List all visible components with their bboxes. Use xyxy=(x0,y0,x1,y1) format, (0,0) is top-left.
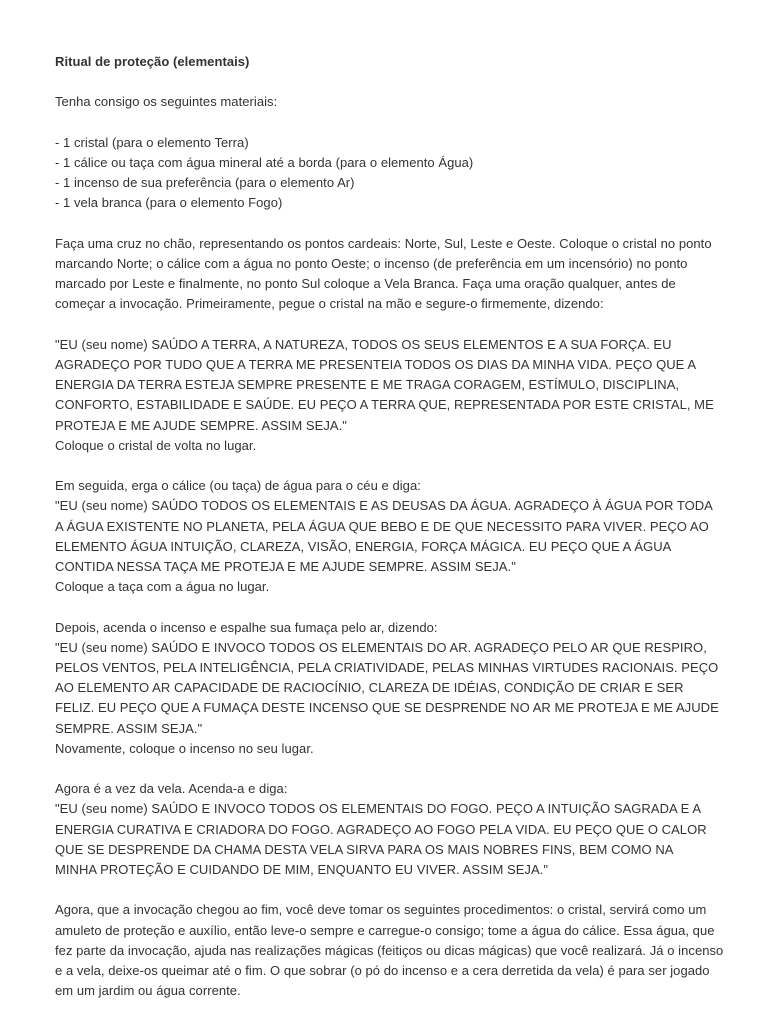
text-line: Coloque o cristal de volta no lugar. xyxy=(55,437,257,453)
text-line: PROTEJA E ME AJUDE SEMPRE. ASSIM SEJA." xyxy=(55,417,347,433)
text-line: AO ELEMENTO AR CAPACIDADE DE RACIOCÍNIO, CLAREZA DE IDÉIAS, CONDIÇÃO DE CRIAR E SER xyxy=(55,680,684,696)
document-title: Ritual de proteção (elementais) xyxy=(55,54,250,69)
spacer xyxy=(55,113,720,133)
setup-paragraph xyxy=(55,234,720,315)
materials-list xyxy=(55,133,720,214)
text-line: marcando Norte; o cálice com a água no ponto Oeste; o incenso (de preferência em um incensório) no ponto xyxy=(55,255,688,271)
list-item: - 1 incenso de sua preferência (para o elemento Ar) xyxy=(55,175,355,191)
closing-paragraph xyxy=(55,900,724,1001)
text-line: SEMPRE. ASSIM SEJA." xyxy=(55,720,203,736)
text-line: Agora, que a invocação chegou ao fim, você deve tomar os seguintes procedimentos: o cristal, servirá como um xyxy=(55,902,707,918)
text-line: "EU (seu nome) SAÚDO TODOS OS ELEMENTAIS E AS DEUSAS DA ÁGUA. AGRADEÇO À ÁGUA POR TODA xyxy=(55,498,713,514)
text-line: ENERGIA DA TERRA ESTEJA SEMPRE PRESENTE E ME TRAGA CORAGEM, ESTÍMULO, DISCIPLINA, xyxy=(55,377,680,393)
text-line: PELOS VENTOS, PELA INTELIGÊNCIA, PELA CRIATIVIDADE, PELAS MINHAS VIRTUDES RACIONAIS. PEÇO xyxy=(55,660,719,675)
text-line: AGRADEÇO POR TUDO QUE A TERRA ME PRESENTEIA TODOS OS DIAS DA MINHA VIDA. PEÇO QUE A xyxy=(55,356,697,372)
spacer xyxy=(55,597,720,617)
list-item: - 1 vela branca (para o elemento Fogo) xyxy=(55,195,283,211)
text-line: ENERGIA CURATIVA E CRIADORA DO FOGO. AGRADEÇO AO FOGO PELA VIDA. EU PEÇO QUE O CALOR xyxy=(55,821,707,837)
text-line: marcado por Leste e finalmente, no ponto Sul coloque a Vela Branca. Faça uma oração qualquer, antes de xyxy=(55,276,676,292)
text-line: A ÁGUA EXISTENTE NO PLANETA, PELA ÁGUA QUE BEBO E DE QUE NECESSITO PARA VIVER. PEÇO AO xyxy=(55,518,709,534)
text-line: Agora é a vez da vela. Acenda-a e diga: xyxy=(55,781,288,797)
text-line: MINHA PROTEÇÃO E CUIDANDO DE MIM, ENQUANTO EU VIVER. ASSIM SEJA." xyxy=(55,862,549,878)
text-line: "EU (seu nome) SAÚDO E INVOCO TODOS OS ELEMENTAIS DO AR. AGRADEÇO PELO AR QUE RESPIRO, xyxy=(55,639,707,655)
text-line: Coloque a taça com a água no lugar. xyxy=(55,579,270,595)
text-line: CONTIDA NESSA TAÇA ME PROTEJA E ME AJUDE SEMPRE. ASSIM SEJA." xyxy=(55,559,516,574)
text-line: ELEMENTO ÁGUA INTUIÇÃO, CLAREZA, VISÃO, ENERGIA, FORÇA MÁGICA. EU PEÇO QUE A ÁGUA xyxy=(55,538,672,554)
text-line: começar a invocação. Primeiramente, pegue o cristal na mão e segure-o firmemente, dizendo: xyxy=(55,296,604,312)
text-line: Em seguida, erga o cálice (ou taça) de água para o céu e diga: xyxy=(55,478,421,494)
text-line: Faça uma cruz no chão, representando os pontos cardeais: Norte, Sul, Leste e Oeste. Coloque o cristal no ponto xyxy=(55,235,712,251)
spacer xyxy=(55,880,720,900)
air-invocation xyxy=(55,618,720,759)
water-invocation xyxy=(55,476,720,597)
text-line: e a vela, deixe-os queimar até o fim. O que sobrar (o pó do incenso e a cera derretida da vela) é para ser jogado xyxy=(55,963,710,979)
text-line: Novamente, coloque o incenso no seu lugar. xyxy=(55,740,314,756)
text-line: "EU (seu nome) SAÚDO E INVOCO TODOS OS ELEMENTAIS DO FOGO. PEÇO A INTUIÇÃO SAGRADA E A xyxy=(55,801,702,817)
intro-paragraph: Tenha consigo os seguintes materiais: xyxy=(55,94,278,110)
spacer xyxy=(55,72,720,92)
document-body xyxy=(55,52,724,1001)
text-line: Depois, acenda o incenso e espalhe sua fumaça pelo ar, dizendo: xyxy=(55,619,438,635)
text-line: "EU (seu nome) SAÚDO A TERRA, A NATUREZA, TODOS OS SEUS ELEMENTOS E A SUA FORÇA. EU xyxy=(55,336,672,352)
text-line: em um jardim ou água corrente. xyxy=(55,983,241,999)
spacer xyxy=(55,456,720,476)
text-line: amuleto de proteção e auxílio, então leve-o sempre e carregue-o consigo; tome a água do cálice. Essa água, que xyxy=(55,922,715,938)
text-line: FELIZ. EU PEÇO QUE A FUMAÇA DESTE INCENSO QUE SE DESPRENDE NO AR ME PROTEJA E ME AJUDE xyxy=(55,700,719,716)
text-line: QUE SE DESPRENDE DA CHAMA DESTA VELA SIRVA PARA OS MAIS NOBRES FINS, BEM COMO NA xyxy=(55,841,674,857)
list-item: - 1 cristal (para o elemento Terra) xyxy=(55,134,249,150)
earth-invocation xyxy=(55,335,720,456)
text-line: fez parte da invocação, ajuda nas realizações mágicas (feitiços ou dicas mágicas) que você realizará. Já o incenso xyxy=(55,942,724,958)
spacer xyxy=(55,315,720,335)
list-item: - 1 cálice ou taça com água mineral até a borda (para o elemento Água) xyxy=(55,154,474,170)
spacer xyxy=(55,759,720,779)
text-line: CONFORTO, ESTABILIDADE E SAÚDE. EU PEÇO A TERRA QUE, REPRESENTADA POR ESTE CRISTAL, ME xyxy=(55,397,714,413)
spacer xyxy=(55,214,720,234)
fire-invocation xyxy=(55,779,720,880)
